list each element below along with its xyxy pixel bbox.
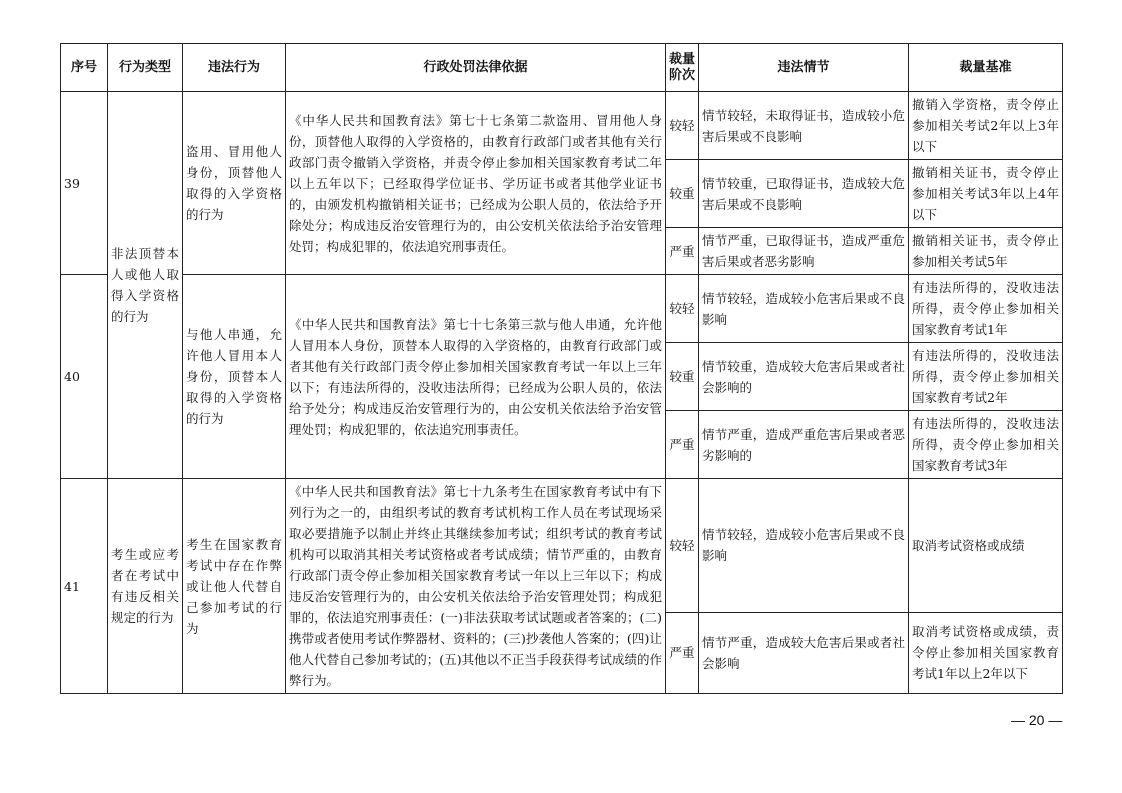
- page-number: — 20 —: [1011, 712, 1063, 728]
- level-cell: 较轻: [666, 479, 699, 613]
- standard-cell: 有违法所得的，没收违法所得，责令停止参加相关国家教育考试1年: [909, 275, 1063, 343]
- header-type: 行为类型: [108, 44, 183, 92]
- standard-cell: 撤销相关证书，责令停止参加相关考试5年: [909, 228, 1063, 275]
- level-cell: 严重: [666, 612, 699, 693]
- circumstance-cell: 情节严重，造成严重危害后果或者恶劣影响的: [699, 411, 909, 479]
- violation-act: 盗用、冒用他人身份，顶替他人取得的入学资格的行为: [183, 92, 286, 275]
- header-basis: 行政处罚法律依据: [286, 44, 666, 92]
- circumstance-cell: 情节较轻，造成较小危害后果或不良影响: [699, 479, 909, 613]
- level-cell: 严重: [666, 228, 699, 275]
- circumstance-cell: 情节较重，造成较大危害后果或者社会影响的: [699, 343, 909, 411]
- header-circ: 违法情节: [699, 44, 909, 92]
- level-cell: 严重: [666, 411, 699, 479]
- circumstance-cell: 情节严重，造成较大危害后果或者社会影响: [699, 612, 909, 693]
- standard-cell: 有违法所得的，没收违法所得，责令停止参加相关国家教育考试2年: [909, 343, 1063, 411]
- row-number: 39: [61, 92, 108, 275]
- level-cell: 较轻: [666, 275, 699, 343]
- level-cell: 较轻: [666, 92, 699, 160]
- table-row: [61, 92, 1063, 160]
- standard-cell: 有违法所得的，没收违法所得，责令停止参加相关国家教育考试3年: [909, 411, 1063, 479]
- standard-cell: 取消考试资格或成绩: [909, 479, 1063, 613]
- level-cell: 较重: [666, 343, 699, 411]
- legal-basis: 《中华人民共和国教育法》第七十七条第二款盗用、冒用他人身份，顶替他人取得的入学资格的，由教育行政部门或者其他有关行政部门责令撤销入学资格，并责令停止参加相关国家教育考试二年以上五年以下；已经取得学位证书、学历证书或者其他学业证书的，由颁发机构撤销相关证书；已经成为公职人员的，依法给予开除处分；构成违反治安管理行为的，由公安机关依法给予治安管理处罚；构成犯罪的，依法追究刑事责任。: [286, 92, 666, 275]
- header-level: 裁量阶次: [666, 44, 699, 92]
- table-row: [61, 275, 1063, 343]
- standard-cell: 撤销入学资格，责令停止参加相关考试2年以上3年以下: [909, 92, 1063, 160]
- legal-basis: 《中华人民共和国教育法》第七十九条考生在国家教育考试中有下列行为之一的，由组织考试的教育考试机构工作人员在考试现场采取必要措施予以制止并终止其继续参加考试；组织考试的教育考试机构可以取消其相关考试资格或者考试成绩；情节严重的，由教育行政部门责令停止参加相关国家教育考试一年以上三年以下；构成违反治安管理行为的，由公安机关依法给予治安管理处罚；构成犯罪的，依法追究刑事责任：(一)非法获取考试试题或者答案的；(二)携带或者使用考试作弊器材、资料的；(三)抄袭他人答案的；(四)让他人代替自己参加考试的；(五)其他以不正当手段获得考试成绩的作弊行为。: [286, 479, 666, 694]
- discretion-standard-table: [60, 43, 1063, 694]
- violation-type: 非法顶替本人或他人取得入学资格的行为: [108, 92, 183, 479]
- table-header-row: [61, 44, 1063, 92]
- legal-basis: 《中华人民共和国教育法》第七十七条第三款与他人串通，允许他人冒用本人身份，顶替本人取得的入学资格的，由教育行政部门或者其他有关行政部门责令停止参加相关国家教育考试一年以上三年以下；有违法所得的，没收违法所得；已经成为公职人员的，依法给予处分；构成违反治安管理行为的，由公安机关依法给予治安管理处罚；构成犯罪的，依法追究刑事责任。: [286, 275, 666, 479]
- circumstance-cell: 情节较轻，造成较小危害后果或不良影响: [699, 275, 909, 343]
- row-number: 40: [61, 275, 108, 479]
- violation-act: 与他人串通，允许他人冒用本人身份，顶替本人取得的入学资格的行为: [183, 275, 286, 479]
- circumstance-cell: 情节严重，已取得证书，造成严重危害后果或者恶劣影响: [699, 228, 909, 275]
- circumstance-cell: 情节较重，已取得证书，造成较大危害后果或不良影响: [699, 160, 909, 228]
- header-std: 裁量基准: [909, 44, 1063, 92]
- header-act: 违法行为: [183, 44, 286, 92]
- violation-type: 考生或应考者在考试中有违反相关规定的行为: [108, 479, 183, 694]
- standard-cell: 撤销相关证书，责令停止参加相关考试3年以上4年以下: [909, 160, 1063, 228]
- standard-cell: 取消考试资格或成绩，责令停止参加相关国家教育考试1年以上2年以下: [909, 612, 1063, 693]
- violation-act: 考生在国家教育考试中存在作弊或让他人代替自己参加考试的行为: [183, 479, 286, 694]
- header-seq: 序号: [61, 44, 108, 92]
- circumstance-cell: 情节较轻，未取得证书，造成较小危害后果或不良影响: [699, 92, 909, 160]
- level-cell: 较重: [666, 160, 699, 228]
- table-row: [61, 479, 1063, 613]
- row-number: 41: [61, 479, 108, 694]
